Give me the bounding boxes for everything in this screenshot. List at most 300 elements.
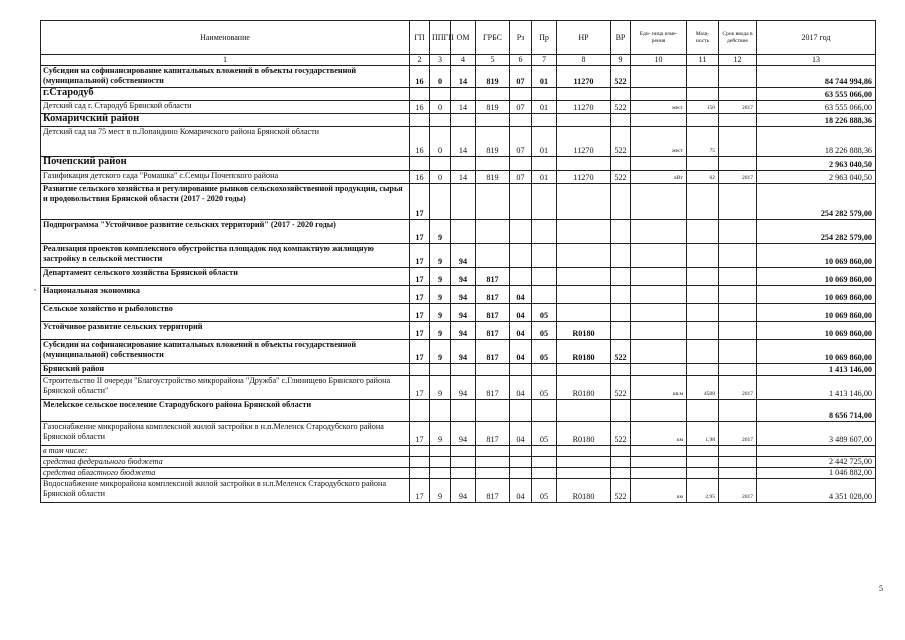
row-name: Строительство II очереди "Благоустройство микрорайона "Дружба" с.Глинищево Брянского района Брянской области" bbox=[41, 376, 410, 400]
cell-pr: 05 bbox=[532, 340, 557, 364]
cell-om: 94 bbox=[451, 244, 476, 268]
cell-vr bbox=[611, 446, 631, 457]
cell-unit: мест bbox=[631, 101, 687, 114]
cell-amount: 1 413 146,00 bbox=[757, 376, 876, 400]
header-cell-term: Срок ввода в действие bbox=[719, 21, 757, 55]
cell-ppgp: 0 bbox=[430, 66, 451, 88]
cell-amount: 63 555 066,00 bbox=[757, 88, 876, 101]
cell-ppgp bbox=[430, 400, 451, 422]
cell-rz: 04 bbox=[510, 422, 532, 446]
cell-ppgp bbox=[430, 457, 451, 468]
cell-rz bbox=[510, 114, 532, 127]
table-row bbox=[41, 244, 876, 268]
cell-power bbox=[687, 364, 719, 376]
cell-power bbox=[687, 244, 719, 268]
cell-gp: 16 bbox=[410, 127, 430, 157]
cell-grbs bbox=[476, 184, 510, 220]
header-cell-power: Мощ- ность bbox=[687, 21, 719, 55]
cell-grbs: 817 bbox=[476, 479, 510, 503]
cell-power bbox=[687, 66, 719, 88]
cell-nr bbox=[557, 244, 611, 268]
cell-term-year bbox=[719, 268, 757, 286]
cell-ppgp: 9 bbox=[430, 286, 451, 304]
cell-amount: 10 069 860,00 bbox=[757, 322, 876, 340]
cell-ppgp: 9 bbox=[430, 479, 451, 503]
header-cell-name: Наименование bbox=[41, 21, 410, 55]
cell-grbs bbox=[476, 457, 510, 468]
cell-om: 14 bbox=[451, 127, 476, 157]
cell-vr: 522 bbox=[611, 422, 631, 446]
cell-ppgp: 9 bbox=[430, 268, 451, 286]
table-row bbox=[41, 286, 876, 304]
cell-ppgp: 9 bbox=[430, 322, 451, 340]
row-name: Реализация проектов комплексного обустройства площадок под компактную жилищную застройку в сельской местности bbox=[41, 244, 410, 268]
row-name: г.Стародуб bbox=[41, 88, 410, 101]
cell-vr bbox=[611, 114, 631, 127]
cell-om bbox=[451, 400, 476, 422]
cell-grbs: 819 bbox=[476, 101, 510, 114]
row-name: Субсидии на софинансирование капитальных вложений в объекты государственной (муниципальной) собственности bbox=[41, 66, 410, 88]
row-name: средства федерального бюджета bbox=[41, 457, 410, 468]
cell-om bbox=[451, 184, 476, 220]
cell-grbs bbox=[476, 220, 510, 244]
cell-vr: 522 bbox=[611, 127, 631, 157]
cell-rz bbox=[510, 457, 532, 468]
cell-pr bbox=[532, 114, 557, 127]
cell-rz: 04 bbox=[510, 376, 532, 400]
cell-gp bbox=[410, 157, 430, 171]
cell-rz bbox=[510, 184, 532, 220]
cell-gp: 17 bbox=[410, 220, 430, 244]
cell-grbs bbox=[476, 468, 510, 479]
cell-rz bbox=[510, 400, 532, 422]
cell-vr bbox=[611, 88, 631, 101]
cell-pr: 05 bbox=[532, 304, 557, 322]
cell-grbs bbox=[476, 114, 510, 127]
table-row bbox=[41, 171, 876, 184]
cell-rz: 07 bbox=[510, 101, 532, 114]
cell-gp: 17 bbox=[410, 376, 430, 400]
cell-pr bbox=[532, 364, 557, 376]
cell-ppgp bbox=[430, 364, 451, 376]
cell-rz bbox=[510, 446, 532, 457]
cell-om bbox=[451, 468, 476, 479]
cell-om bbox=[451, 364, 476, 376]
cell-term-year: 2017 bbox=[719, 422, 757, 446]
cell-gp: 16 bbox=[410, 171, 430, 184]
cell-term-year bbox=[719, 157, 757, 171]
column-number: 3 bbox=[430, 55, 451, 66]
cell-gp: 17 bbox=[410, 479, 430, 503]
cell-grbs bbox=[476, 364, 510, 376]
column-number: 8 bbox=[557, 55, 611, 66]
cell-pr: 01 bbox=[532, 101, 557, 114]
cell-gp: 17 bbox=[410, 422, 430, 446]
cell-gp bbox=[410, 446, 430, 457]
cell-nr: R0180 bbox=[557, 322, 611, 340]
cell-grbs: 817 bbox=[476, 322, 510, 340]
cell-unit bbox=[631, 457, 687, 468]
column-number: 2 bbox=[410, 55, 430, 66]
cell-nr: 11270 bbox=[557, 171, 611, 184]
cell-pr bbox=[532, 286, 557, 304]
cell-gp: 17 bbox=[410, 286, 430, 304]
table-row bbox=[41, 376, 876, 400]
row-name: Водоснабжение микрорайона комплексной жилой застройки в н.п.Меленск Стародубского района Брянской области bbox=[41, 479, 410, 503]
cell-term-year bbox=[719, 322, 757, 340]
cell-nr bbox=[557, 268, 611, 286]
cell-term-year: 2017 bbox=[719, 479, 757, 503]
cell-om bbox=[451, 446, 476, 457]
cell-ppgp: 9 bbox=[430, 422, 451, 446]
cell-vr bbox=[611, 220, 631, 244]
cell-pr: 01 bbox=[532, 171, 557, 184]
cell-amount: 18 226 888,36 bbox=[757, 127, 876, 157]
cell-grbs bbox=[476, 400, 510, 422]
table-row bbox=[41, 220, 876, 244]
row-name: Газификация детского сада "Ромашка" с.Семцы Почепского района bbox=[41, 171, 410, 184]
row-name: Почепский район bbox=[41, 157, 410, 171]
cell-power bbox=[687, 340, 719, 364]
cell-power bbox=[687, 468, 719, 479]
cell-unit bbox=[631, 446, 687, 457]
cell-nr: R0180 bbox=[557, 479, 611, 503]
cell-nr: R0180 bbox=[557, 376, 611, 400]
cell-om bbox=[451, 157, 476, 171]
cell-term-year bbox=[719, 400, 757, 422]
cell-unit bbox=[631, 468, 687, 479]
cell-unit: км bbox=[631, 479, 687, 503]
table-row bbox=[41, 457, 876, 468]
column-number-row bbox=[41, 55, 876, 66]
cell-nr bbox=[557, 304, 611, 322]
cell-term-year bbox=[719, 66, 757, 88]
header-cell-gp: ГП bbox=[410, 21, 430, 55]
cell-ppgp: 0 bbox=[430, 127, 451, 157]
page-number: 5 bbox=[879, 584, 883, 593]
budget-table bbox=[40, 20, 876, 503]
cell-term-year bbox=[719, 446, 757, 457]
cell-pr bbox=[532, 157, 557, 171]
cell-rz: 04 bbox=[510, 304, 532, 322]
column-number: 12 bbox=[719, 55, 757, 66]
cell-rz: 04 bbox=[510, 286, 532, 304]
cell-vr bbox=[611, 468, 631, 479]
cell-unit: кВт bbox=[631, 171, 687, 184]
cell-nr bbox=[557, 457, 611, 468]
cell-grbs bbox=[476, 88, 510, 101]
cell-vr bbox=[611, 457, 631, 468]
cell-pr: 01 bbox=[532, 66, 557, 88]
table-row bbox=[41, 101, 876, 114]
cell-gp bbox=[410, 114, 430, 127]
cell-rz: 07 bbox=[510, 127, 532, 157]
cell-power bbox=[687, 114, 719, 127]
header-cell-ppgp: ППГП bbox=[430, 21, 451, 55]
cell-ppgp: 0 bbox=[430, 171, 451, 184]
cell-vr: 522 bbox=[611, 479, 631, 503]
cell-gp bbox=[410, 88, 430, 101]
cell-amount: 18 226 888,36 bbox=[757, 114, 876, 127]
cell-unit bbox=[631, 400, 687, 422]
cell-rz: 07 bbox=[510, 171, 532, 184]
cell-nr bbox=[557, 286, 611, 304]
cell-ppgp bbox=[430, 88, 451, 101]
cell-vr bbox=[611, 322, 631, 340]
cell-power bbox=[687, 446, 719, 457]
cell-term-year: 2017 bbox=[719, 171, 757, 184]
cell-ppgp bbox=[430, 114, 451, 127]
cell-power bbox=[687, 157, 719, 171]
cell-unit bbox=[631, 304, 687, 322]
cell-ppgp: 9 bbox=[430, 244, 451, 268]
cell-amount bbox=[757, 446, 876, 457]
cell-gp: 17 bbox=[410, 268, 430, 286]
cell-grbs: 817 bbox=[476, 304, 510, 322]
cell-grbs: 819 bbox=[476, 171, 510, 184]
cell-gp: 16 bbox=[410, 66, 430, 88]
cell-power bbox=[687, 322, 719, 340]
cell-gp: 17 bbox=[410, 340, 430, 364]
cell-vr bbox=[611, 400, 631, 422]
cell-grbs bbox=[476, 157, 510, 171]
cell-pr: 05 bbox=[532, 422, 557, 446]
cell-rz bbox=[510, 157, 532, 171]
row-name: в том числе: bbox=[41, 446, 410, 457]
table-row bbox=[41, 400, 876, 422]
cell-power: 75 bbox=[687, 127, 719, 157]
table-row bbox=[41, 468, 876, 479]
row-name: Мелеkское сельское поселение Стародубского района Брянской области bbox=[41, 400, 410, 422]
cell-power: 150 bbox=[687, 101, 719, 114]
header-cell-om: ОМ bbox=[451, 21, 476, 55]
cell-rz bbox=[510, 220, 532, 244]
cell-nr bbox=[557, 220, 611, 244]
cell-term-year bbox=[719, 114, 757, 127]
cell-power bbox=[687, 184, 719, 220]
cell-amount: 254 282 579,00 bbox=[757, 220, 876, 244]
cell-grbs: 819 bbox=[476, 127, 510, 157]
cell-om: 14 bbox=[451, 101, 476, 114]
cell-vr bbox=[611, 184, 631, 220]
cell-om bbox=[451, 457, 476, 468]
cell-vr bbox=[611, 286, 631, 304]
cell-rz bbox=[510, 364, 532, 376]
cell-term-year bbox=[719, 244, 757, 268]
table-row bbox=[41, 184, 876, 220]
cell-gp: 16 bbox=[410, 101, 430, 114]
header-row bbox=[41, 21, 876, 55]
cell-unit bbox=[631, 220, 687, 244]
cell-amount: 10 069 860,00 bbox=[757, 244, 876, 268]
cell-vr bbox=[611, 364, 631, 376]
cell-nr bbox=[557, 446, 611, 457]
cell-vr: 522 bbox=[611, 376, 631, 400]
cell-om: 94 bbox=[451, 376, 476, 400]
cell-gp bbox=[410, 468, 430, 479]
cell-term-year bbox=[719, 364, 757, 376]
cell-pr bbox=[532, 244, 557, 268]
table-row bbox=[41, 322, 876, 340]
header-cell-unit: Еди- ница изме- рения bbox=[631, 21, 687, 55]
cell-amount: 2 442 725,00 bbox=[757, 457, 876, 468]
cell-unit bbox=[631, 268, 687, 286]
cell-nr bbox=[557, 88, 611, 101]
cell-nr bbox=[557, 114, 611, 127]
cell-nr bbox=[557, 468, 611, 479]
cell-amount: 2 963 040,50 bbox=[757, 171, 876, 184]
cell-pr bbox=[532, 457, 557, 468]
cell-nr bbox=[557, 157, 611, 171]
cell-power: 4508 bbox=[687, 376, 719, 400]
cell-amount: 10 069 860,00 bbox=[757, 286, 876, 304]
cell-vr: 522 bbox=[611, 101, 631, 114]
table-row bbox=[41, 268, 876, 286]
cell-rz: 04 bbox=[510, 322, 532, 340]
cell-gp: 17 bbox=[410, 304, 430, 322]
cell-ppgp: 9 bbox=[430, 220, 451, 244]
row-name: Газоснабжение микрорайона комплексной жилой застройки в н.п.Меленск Стародубского района Брянской области bbox=[41, 422, 410, 446]
table-row bbox=[41, 114, 876, 127]
cell-amount: 1 413 146,00 bbox=[757, 364, 876, 376]
row-name: Детский сад на 75 мест в п.Лопандино Комаричского района Брянской области bbox=[41, 127, 410, 157]
cell-vr bbox=[611, 304, 631, 322]
header-cell-vr: ВР bbox=[611, 21, 631, 55]
cell-unit: км bbox=[631, 422, 687, 446]
cell-rz: 04 bbox=[510, 340, 532, 364]
cell-power bbox=[687, 88, 719, 101]
cell-amount: 10 069 860,00 bbox=[757, 268, 876, 286]
cell-power bbox=[687, 220, 719, 244]
cell-pr bbox=[532, 400, 557, 422]
cell-power: 1,98 bbox=[687, 422, 719, 446]
cell-ppgp: 9 bbox=[430, 340, 451, 364]
table-row bbox=[41, 88, 876, 101]
cell-unit bbox=[631, 244, 687, 268]
column-number: 10 bbox=[631, 55, 687, 66]
row-name: Брянский район bbox=[41, 364, 410, 376]
cell-unit bbox=[631, 340, 687, 364]
cell-amount: 84 744 994,86 bbox=[757, 66, 876, 88]
cell-grbs bbox=[476, 244, 510, 268]
cell-power bbox=[687, 457, 719, 468]
table-row bbox=[41, 364, 876, 376]
row-name: Подпрограмма "Устойчивое развитие сельских территорий" (2017 - 2020 годы) bbox=[41, 220, 410, 244]
cell-term-year bbox=[719, 468, 757, 479]
cell-term-year: 2017 bbox=[719, 376, 757, 400]
cell-term-year bbox=[719, 304, 757, 322]
table-row bbox=[41, 479, 876, 503]
header-cell-pr: Пр bbox=[532, 21, 557, 55]
cell-pr: 05 bbox=[532, 376, 557, 400]
cell-vr: 522 bbox=[611, 171, 631, 184]
row-name: Комаричский район bbox=[41, 114, 410, 127]
cell-pr: 05 bbox=[532, 322, 557, 340]
cell-amount: 254 282 579,00 bbox=[757, 184, 876, 220]
cell-grbs: 817 bbox=[476, 376, 510, 400]
cell-grbs: 817 bbox=[476, 286, 510, 304]
header-cell-nr: НР bbox=[557, 21, 611, 55]
cell-power bbox=[687, 268, 719, 286]
table-row bbox=[41, 66, 876, 88]
column-number: 13 bbox=[757, 55, 876, 66]
header-cell-grbs: ГРБС bbox=[476, 21, 510, 55]
cell-om: 94 bbox=[451, 340, 476, 364]
cell-rz bbox=[510, 468, 532, 479]
column-number: 7 bbox=[532, 55, 557, 66]
column-number: 4 bbox=[451, 55, 476, 66]
cell-vr: 522 bbox=[611, 66, 631, 88]
cell-pr bbox=[532, 184, 557, 220]
column-number: 1 bbox=[41, 55, 410, 66]
cell-rz: 07 bbox=[510, 66, 532, 88]
table-row bbox=[41, 446, 876, 457]
cell-ppgp bbox=[430, 184, 451, 220]
cell-vr bbox=[611, 244, 631, 268]
cell-power: 2,95 bbox=[687, 479, 719, 503]
cell-unit bbox=[631, 114, 687, 127]
cell-nr: R0180 bbox=[557, 422, 611, 446]
cell-ppgp bbox=[430, 157, 451, 171]
cell-om: 94 bbox=[451, 286, 476, 304]
cell-nr bbox=[557, 184, 611, 220]
row-name: Развитие сельского хозяйства и регулирование рынков сельскохозяйственной продукции, сырья и продовольствия Брянской области (2017 - 2020 годы) bbox=[41, 184, 410, 220]
cell-power bbox=[687, 400, 719, 422]
cell-term-year bbox=[719, 340, 757, 364]
column-number: 5 bbox=[476, 55, 510, 66]
cell-unit bbox=[631, 88, 687, 101]
cell-pr: 01 bbox=[532, 127, 557, 157]
cell-term-year bbox=[719, 184, 757, 220]
cell-unit bbox=[631, 286, 687, 304]
row-name: Национальная экономика bbox=[41, 286, 410, 304]
cell-term-year bbox=[719, 88, 757, 101]
cell-unit bbox=[631, 322, 687, 340]
cell-pr bbox=[532, 468, 557, 479]
row-name: Детский сад г. Стародуб Брянской области bbox=[41, 101, 410, 114]
cell-ppgp bbox=[430, 468, 451, 479]
cell-om: 94 bbox=[451, 322, 476, 340]
cell-vr bbox=[611, 157, 631, 171]
header-cell-rz: Рз bbox=[510, 21, 532, 55]
cell-unit bbox=[631, 66, 687, 88]
cell-rz: 04 bbox=[510, 479, 532, 503]
cell-ppgp bbox=[430, 446, 451, 457]
cell-vr: 522 bbox=[611, 340, 631, 364]
cell-om: 94 bbox=[451, 304, 476, 322]
cell-power bbox=[687, 304, 719, 322]
cell-unit bbox=[631, 157, 687, 171]
cell-rz bbox=[510, 268, 532, 286]
cell-om: 14 bbox=[451, 171, 476, 184]
cell-om bbox=[451, 220, 476, 244]
cell-om: 94 bbox=[451, 268, 476, 286]
cell-unit bbox=[631, 364, 687, 376]
cell-rz bbox=[510, 88, 532, 101]
cell-gp bbox=[410, 364, 430, 376]
cell-ppgp: 9 bbox=[430, 304, 451, 322]
cell-vr bbox=[611, 268, 631, 286]
table-row bbox=[41, 422, 876, 446]
cell-amount: 1 046 882,00 bbox=[757, 468, 876, 479]
cell-power: 62 bbox=[687, 171, 719, 184]
cell-pr bbox=[532, 446, 557, 457]
cell-term-year bbox=[719, 127, 757, 157]
cell-om bbox=[451, 114, 476, 127]
cell-amount: 10 069 860,00 bbox=[757, 340, 876, 364]
cell-nr: 11270 bbox=[557, 127, 611, 157]
cell-gp: 17 bbox=[410, 244, 430, 268]
